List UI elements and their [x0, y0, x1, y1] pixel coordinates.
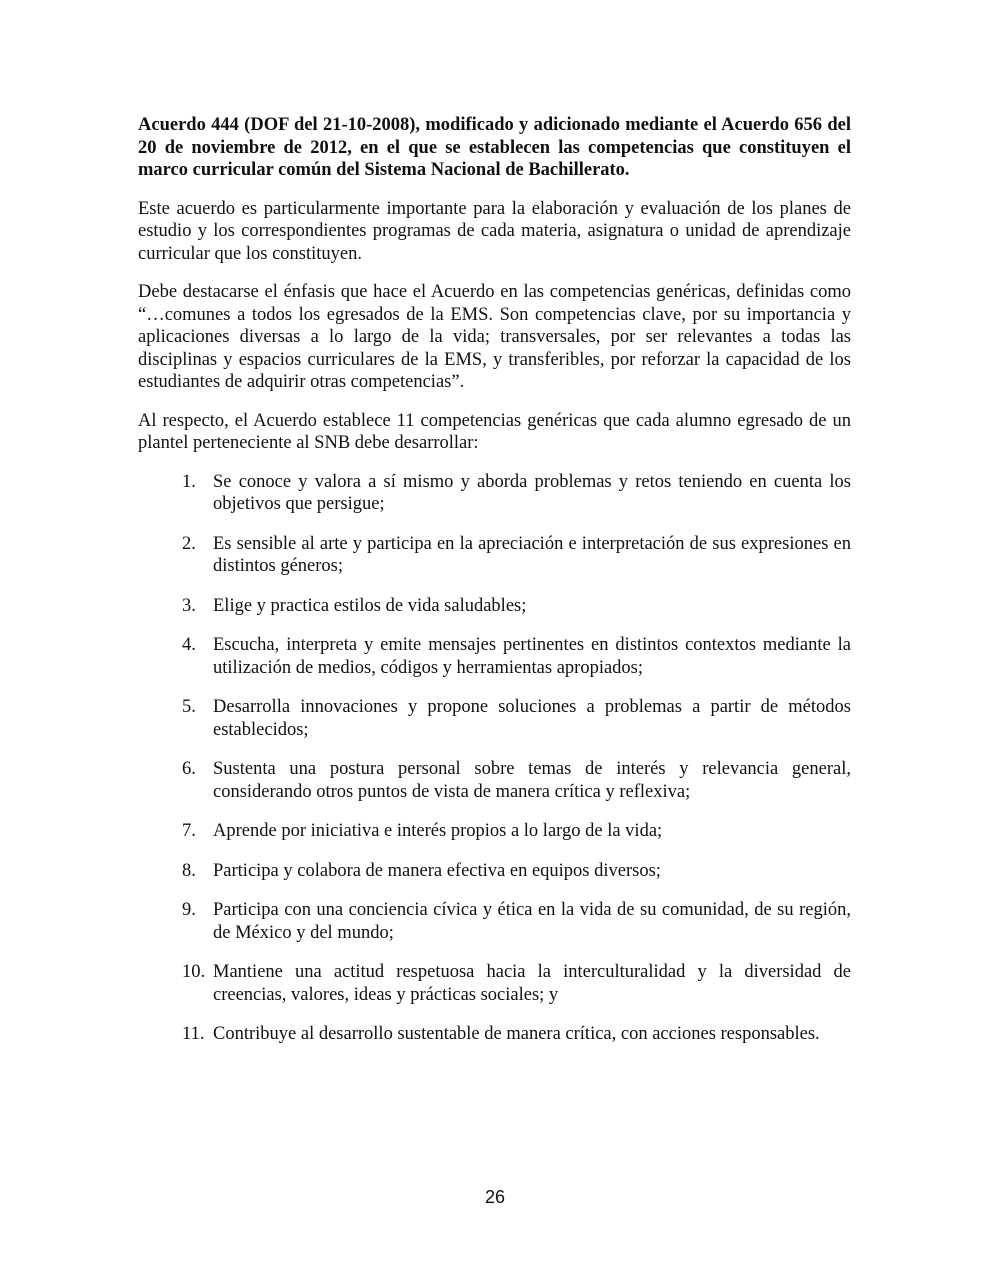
list-item-text: Escucha, interpreta y emite mensajes pertinentes en distintos contextos mediante la utilización de medios, códigos y herramientas apropiados; [213, 635, 851, 678]
list-item-number: 2. [182, 533, 196, 554]
list-item [138, 899, 851, 944]
list-item [138, 533, 851, 578]
list-item-text: Sustenta una postura personal sobre temas de interés y relevancia general, considerando otros puntos de vista de manera crítica y reflexiva; [213, 759, 851, 802]
list-item-number: 3. [182, 595, 196, 616]
list-item-text: Se conoce y valora a sí mismo y aborda problemas y retos teniendo en cuenta los objetivos que persigue; [213, 471, 851, 514]
list-item [138, 860, 851, 883]
competencias-list [138, 471, 851, 1046]
list-item-text: Es sensible al arte y participa en la apreciación e interpretación de sus expresiones en distintos géneros; [213, 533, 851, 576]
list-item-text: Desarrolla innovaciones y propone soluciones a problemas a partir de métodos establecidos; [213, 697, 851, 740]
list-item-number: 6. [182, 759, 196, 779]
list-item [138, 634, 851, 679]
list-item-number: 7. [182, 821, 196, 841]
list-item-text: Participa con una conciencia cívica y ética en la vida de su comunidad, de su región, de México y del mundo; [213, 900, 851, 943]
list-item [138, 1023, 851, 1046]
list-item [138, 696, 851, 741]
list-item-number: 10. [182, 962, 206, 982]
list-item-number: 11. [182, 1024, 205, 1044]
document-body [138, 114, 851, 1063]
list-item-text: Contribuye al desarrollo sustentable de manera crítica, con acciones responsables. [213, 1024, 820, 1044]
list-item [138, 595, 851, 618]
list-item-number: 9. [182, 900, 196, 920]
list-item-number: 1. [182, 471, 196, 492]
section-heading: Acuerdo 444 (DOF del 21-10-2008), modificado y adicionado mediante el Acuerdo 656 del 20 de noviembre de 2012, en el que se establecen las competencias que constituyen el marco curricular común del Sistema Nacional de Bachillerato. [138, 115, 851, 180]
list-item-number: 4. [182, 635, 196, 655]
paragraph-list-intro: Al respecto, el Acuerdo establece 11 competencias genéricas que cada alumno egresado de un plantel perteneciente al SNB debe desarrollar: [138, 410, 851, 453]
list-item-number: 8. [182, 860, 196, 881]
list-item-text: Aprende por iniciativa e interés propios a lo largo de la vida; [213, 821, 663, 841]
paragraph-importance: Este acuerdo es particularmente importante para la elaboración y evaluación de los planes de estudio y los correspondientes programas de cada materia, asignatura o unidad de aprendizaje curricular que los constituyen. [138, 198, 851, 264]
paragraph-generic-competencies: Debe destacarse el énfasis que hace el Acuerdo en las competencias genéricas, definidas como “…comunes a todos los egresados de la EMS. Son competencias clave, por su importancia y aplicaciones diversas a lo largo de la vida; transversales, por ser relevantes a todas las disciplinas y espacios curriculares de la EMS, y transferibles, por reforzar la capacidad de los estudiantes de adquirir otras competencias”. [138, 282, 851, 392]
list-item-number: 5. [182, 697, 196, 717]
list-item-text: Elige y practica estilos de vida saludables; [213, 595, 527, 616]
list-item [138, 961, 851, 1006]
list-item [138, 758, 851, 803]
list-item-text: Mantiene una actitud respetuosa hacia la interculturalidad y la diversidad de creencias, valores, ideas y prácticas sociales; y [213, 962, 851, 1005]
list-item-text: Participa y colabora de manera efectiva en equipos diversos; [213, 860, 661, 881]
page-number: 26 [484, 1187, 506, 1207]
list-item [138, 471, 851, 516]
list-item [138, 820, 851, 843]
